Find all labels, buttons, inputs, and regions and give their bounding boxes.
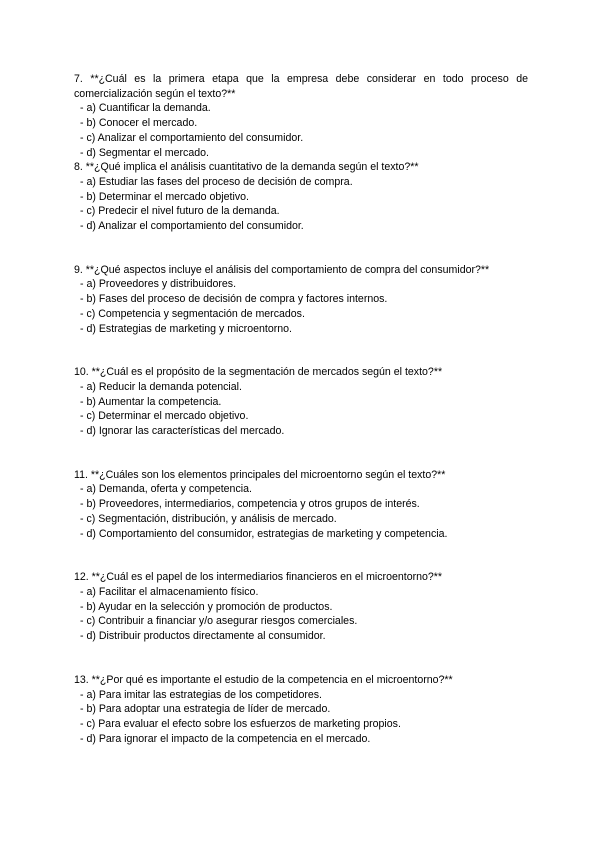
option-a: - a) Proveedores y distribuidores. [80,278,237,291]
option-list [74,277,528,336]
option-d: - d) Analizar el comportamiento del consumidor. [80,220,304,233]
option-a: - a) Facilitar el almacenamiento físico. [80,585,259,598]
option-b: - b) Fases del proceso de decisión de compra y factores internos. [80,293,388,306]
option-a: - a) Cuantificar la demanda. [80,102,211,115]
option-b: - b) Aumentar la competencia. [80,395,222,408]
option-d: - d) Para ignorar el impacto de la competencia en el mercado. [80,732,371,745]
question-stem: 10. **¿Cuál es el propósito de la segmentación de mercados según el texto?** [74,366,443,379]
option-list [74,101,528,160]
option-d: - d) Segmentar el mercado. [80,146,209,159]
option-a: - a) Estudiar las fases del proceso de decisión de compra. [80,175,353,188]
question-12 [74,570,528,644]
option-b: - b) Determinar el mercado objetivo. [80,190,249,203]
option-list [74,688,528,747]
question-stem: 8. **¿Qué implica el análisis cuantitativo de la demanda según el texto?** [74,161,419,174]
option-c: - c) Determinar el mercado objetivo. [80,410,249,423]
question-8 [74,160,528,234]
option-c: - c) Contribuir a financiar y/o asegurar riesgos comerciales. [80,615,358,628]
option-d: - d) Distribuir productos directamente al consumidor. [80,630,326,643]
question-10 [74,365,528,439]
option-c: - c) Competencia y segmentación de mercados. [80,307,305,320]
option-d: - d) Comportamiento del consumidor, estrategias de marketing y competencia. [80,527,448,540]
question-9 [74,263,528,337]
option-list [74,175,528,234]
option-list [74,380,528,439]
option-b: - b) Conocer el mercado. [80,117,198,130]
question-11 [74,468,528,542]
option-c: - c) Analizar el comportamiento del consumidor. [80,131,304,144]
question-13 [74,673,528,747]
option-c: - c) Segmentación, distribución, y análisis de mercado. [80,512,337,525]
option-d: - d) Estrategias de marketing y microentorno. [80,322,292,335]
option-list [74,585,528,644]
option-b: - b) Ayudar en la selección y promoción de productos. [80,600,333,613]
option-c: - c) Para evaluar el efecto sobre los esfuerzos de marketing propios. [80,717,401,730]
option-d: - d) Ignorar las características del mercado. [80,425,285,438]
option-a: - a) Reducir la demanda potencial. [80,380,242,393]
option-c: - c) Predecir el nivel futuro de la demanda. [80,205,280,218]
question-7 [74,72,528,160]
question-stem: 13. **¿Por qué es importante el estudio de la competencia en el microentorno?** [74,673,453,686]
question-stem: 11. **¿Cuáles son los elementos principales del microentorno según el texto?** [74,468,446,481]
option-b: - b) Para adoptar una estrategia de líder de mercado. [80,703,331,716]
option-a: - a) Para imitar las estrategias de los competidores. [80,688,322,701]
question-stem: 9. **¿Qué aspectos incluye el análisis del comportamiento de compra del consumidor?** [74,263,490,276]
option-b: - b) Proveedores, intermediarios, competencia y otros grupos de interés. [80,498,420,511]
question-stem: 7. **¿Cuál es la primera etapa que la empresa debe considerar en todo proceso de comercialización según el texto?** [74,73,528,100]
question-stem: 12. **¿Cuál es el papel de los intermediarios financieros en el microentorno?** [74,571,443,584]
option-list [74,482,528,541]
option-a: - a) Demanda, oferta y competencia. [80,483,252,496]
